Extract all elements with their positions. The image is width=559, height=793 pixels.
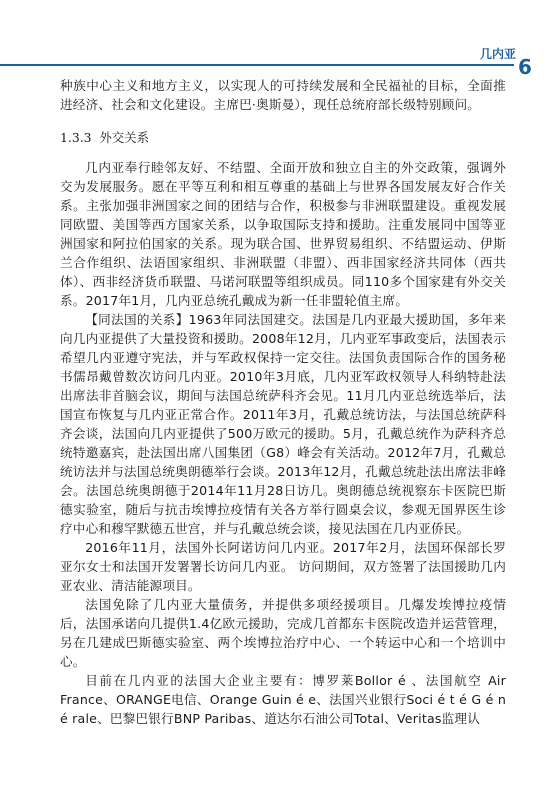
section-title: 外交关系 [99,130,150,145]
header-rule [0,64,514,66]
paragraph-foreign-policy: 几内亚奉行睦邻友好、不结盟、全面开放和独立自主的外交政策，强调外交为发展服务。愿在平等互利和相互尊重的基础上与世界各国发展友好合作关系。主张加强非洲国家之间的团结与合作，积极参与非洲联盟建设。重视发展同欧盟、美国等西方国家关系，以争取国际支持和援助。注重发展同中国等亚洲国家和阿拉伯国家的关系。现为联合国、世界贸易组织、不结盟运动、伊斯兰合作组织、法语国家组织、非洲联盟（非盟）、西非国家经济共同体（西共体）、西非经济货币联盟、马诺河联盟等组织成员。同110多个国家建有外交关系。2017年1月，几内亚总统孔戴成为新一任非盟轮值主席。 [60,160,506,308]
intro-paragraph: 种族中心主义和地方主义，以实现人的可持续发展和全民福祉的目标，全面推进经济、社会和文化建设。主席巴·奥斯曼），现任总统府部长级特别顾问。 [60,78,506,112]
paragraph-debt-relief: 法国免除了几内亚大量债务，并提供多项经援项目。几爆发埃博拉疫情后，法国承诺向几提供1.4亿欧元援助，完成几首都东卡医院改造并运营管理，另在几建成巴斯德实验室、两个埃博拉治疗中心、一个转运中心和一个培训中心。 [60,597,506,669]
paragraph-france-relations: 【同法国的关系】1963年同法国建交。法国是几内亚最大援助国，多年来向几内亚提供了大量投资和援助。2008年12月，几内亚军事政变后，法国表示希望几内亚遵守宪法，并与军政权保持一定交往。法国负责国际合作的国务秘书儒昂戴曾数次访问几内亚。2010年3月底，几内亚军政权领导人科纳特赴法出席法非首脑会议，期间与法国总统萨科齐会见。11月几内亚总统选举后，法国宣布恢复与几内亚正常合作。2011年3月，孔戴总统访法，与法国总统萨科齐会谈，法国向几内亚提供了500万欧元的援助。5月，孔戴总统作为萨科齐总统特邀嘉宾，赴法国出席八国集团（G8）峰会有关活动。2012年7月，孔戴总统访法并与法国总统奥朗德举行会谈。2013年12月，孔戴总统赴法出席法非峰会。法国总统奥朗德于2014年11月28日访几。奥朗德总统视察东卡医院巴斯德实验室，随后与抗击埃博拉疫情有关各方举行圆桌会议，参观无国界医生诊疗中心和穆罕默德五世宫，并与孔戴总统会谈，接见法国在几内亚侨民。 [60,312,506,536]
section-number: 1.3.3 [60,130,92,145]
running-header-title: 几内亚 [480,47,517,61]
page-body [60,76,506,728]
paragraph-2016-visit: 2016年11月，法国外长阿诺访问几内亚。2017年2月，法国环保部长罗亚尔女士和法国开发署署长访问几内亚。 访问期间，双方签署了法国援助几内亚农业、清洁能源项目。 [60,540,506,593]
paragraph-french-companies: 目前在几内亚的法国大企业主要有：博罗莱Bollor é 、法国航空 Air France、ORANGE电信、Orange Guin é e、法国兴业银行Soci é t é G é n é rale、巴黎巴银行BNP Paribas、道达尔石油公司Total、Veritas监理认 [60,673,506,726]
section-heading [60,130,506,146]
page-number: 6 [518,55,532,79]
